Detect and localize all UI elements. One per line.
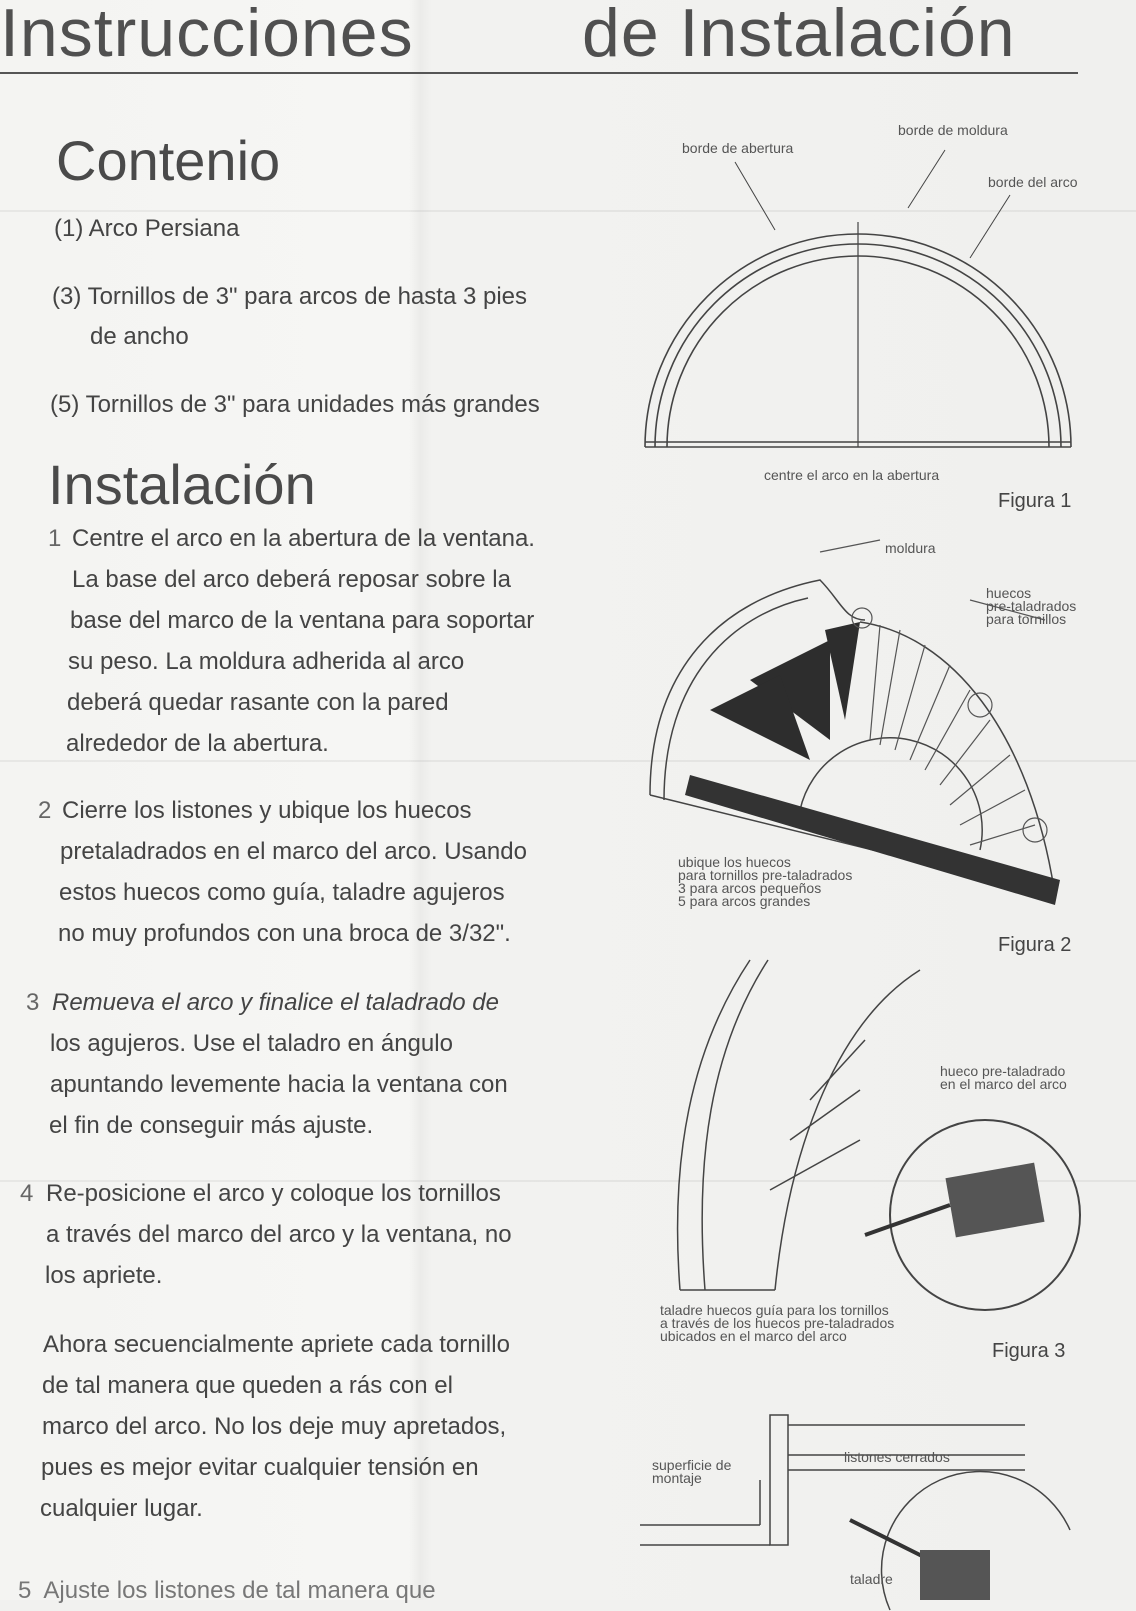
contents-item-2-cont: de ancho: [90, 323, 189, 350]
label-locate-1: ubique los huecos: [678, 854, 791, 870]
step-4-number: 4: [20, 1180, 34, 1207]
label-center-arch: centre el arco en la abertura: [764, 467, 940, 483]
step-1-line: su peso. La moldura adherida al arco: [68, 648, 465, 675]
step-3-line: apuntando levemente hacia la ventana con: [50, 1071, 508, 1098]
step-1-line: base del marco de la ventana para soportar: [70, 607, 535, 634]
step-1-line: Centre el arco en la abertura de la ventana.: [72, 525, 535, 552]
figure-1-label: Figura 1: [998, 490, 1072, 512]
note-line: pues es mejor evitar cualquier tensión en: [41, 1454, 479, 1481]
step-5-number: 5: [18, 1577, 32, 1604]
contents-heading: Contenio: [56, 129, 281, 192]
step-4-line: a través del marco del arco y la ventana, no: [46, 1221, 512, 1248]
figure-3-label: Figura 3: [992, 1340, 1066, 1362]
note-line: marco del arco. No los deje muy apretados,: [42, 1413, 507, 1440]
step-3-line: el fin de conseguir más ajuste.: [49, 1112, 374, 1139]
note-line: de tal manera que queden a rás con el: [42, 1372, 453, 1399]
step-4-line: los apriete.: [45, 1262, 163, 1289]
step-1-line: La base del arco deberá reposar sobre la: [72, 566, 511, 593]
label-arch-edge: borde del arco: [988, 174, 1078, 190]
label-holes-2: pre-taladrados: [986, 598, 1077, 614]
label-opening-edge: borde de abertura: [682, 140, 794, 156]
label-drill-2: a través de los huecos pre-taladrados: [660, 1315, 895, 1331]
installation-heading: Instalación: [48, 453, 316, 516]
label-holes-1: huecos: [986, 585, 1032, 601]
page-title: [0, 0, 1120, 72]
contents-item-3: (5) Tornillos de 3" para unidades más grandes: [50, 391, 540, 418]
label-hole-1: hueco pre-taladrado: [940, 1063, 1066, 1079]
note-line: Ahora secuencialmente apriete cada tornillo: [43, 1331, 510, 1358]
label-locate-4: 5 para arcos grandes: [678, 893, 811, 909]
step-2-line: no muy profundos con una broca de 3/32".: [58, 920, 511, 947]
step-3-line: Remueva el arco y finalice el taladrado de: [52, 989, 499, 1016]
step-1-line: deberá quedar rasante con la pared: [67, 689, 449, 716]
step-3-line: los agujeros. Use el taladro en ángulo: [50, 1030, 453, 1057]
label-drill: taladre: [850, 1571, 893, 1587]
label-locate-3: 3 para arcos pequeños: [678, 880, 822, 896]
step-4-line: Re-posicione el arco y coloque los tornillos: [46, 1180, 501, 1207]
step-1-line: alrededor de la abertura.: [66, 730, 329, 757]
figure-3-drilling-diagram: [650, 960, 1090, 1310]
step-1-number: 1: [48, 525, 62, 552]
label-surface-1: superficie de: [652, 1457, 732, 1473]
title-underline: [0, 72, 1078, 74]
label-holes-3: para tornillos: [986, 611, 1067, 627]
step-2-line: Cierre los listones y ubique los huecos: [62, 797, 472, 824]
label-drill-3: ubicados en el marco del arco: [660, 1328, 847, 1344]
step-5-text: Ajuste los listones de tal manera que: [43, 1577, 436, 1604]
label-surface-2: montaje: [652, 1470, 702, 1486]
contents-item-1: (1) Arco Persiana: [54, 215, 240, 242]
label-molding: moldura: [885, 540, 936, 556]
contents-item-2: (3) Tornillos de 3" para arcos de hasta 3 pies: [52, 283, 528, 310]
label-molding-edge: borde de moldura: [898, 122, 1008, 138]
label-locate-2: para tornillos pre-taladrados: [678, 867, 853, 883]
title-part-1: Instrucciones: [0, 0, 414, 71]
step-2-line: pretaladrados en el marco del arco. Usando: [60, 838, 527, 865]
label-hole-2: en el marco del arco: [940, 1076, 1067, 1092]
label-slats-closed: listones cerrados: [844, 1449, 950, 1465]
figure-1-arch-diagram: [640, 150, 1100, 460]
step-3-number: 3: [26, 989, 40, 1016]
title-part-2: de Instalación: [582, 0, 1016, 71]
step-5: [18, 1570, 436, 1611]
step-2-number: 2: [38, 797, 52, 824]
figure-2-label: Figura 2: [998, 934, 1072, 956]
step-2-line: estos huecos como guía, taladre agujeros: [59, 879, 505, 906]
label-drill-1: taladre huecos guía para los tornillos: [660, 1302, 889, 1318]
note-line: cualquier lugar.: [40, 1495, 203, 1522]
